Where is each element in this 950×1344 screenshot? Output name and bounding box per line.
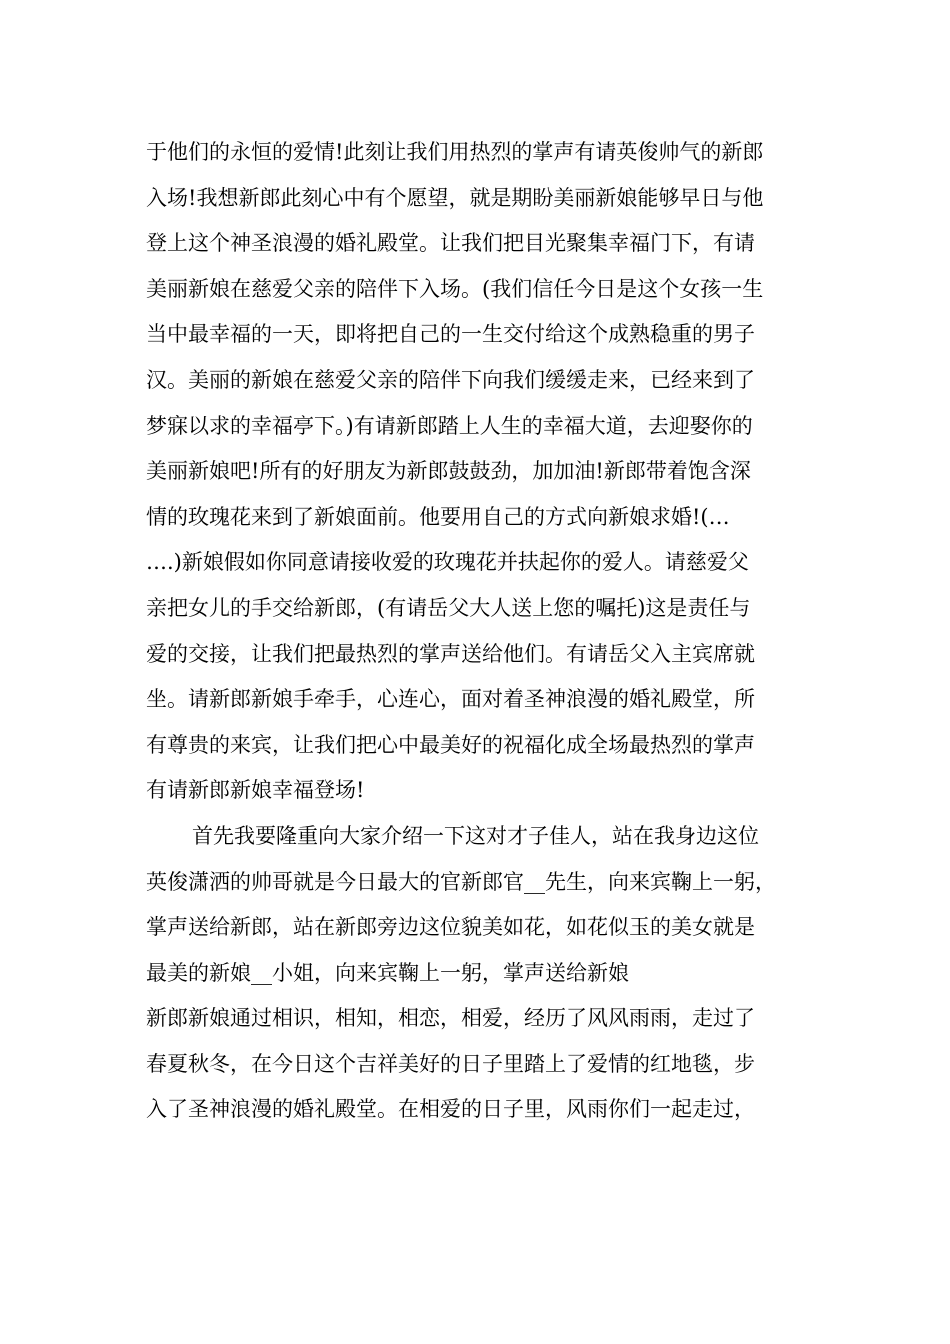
text-line: 汉。美丽的新娘在慈爱父亲的陪伴下向我们缓缓走来，已经来到了 [146,367,755,392]
text-line: 情的玫瑰花来到了新娘面前。他要用自己的方式向新娘求婚!(… [146,504,730,529]
text-line: 梦寐以求的幸福亭下。)有请新郎踏上人生的幸福大道，去迎娶你的 [146,413,753,438]
text-line: 于他们的永恒的爱情!此刻让我们用热烈的掌声有请英俊帅气的新郎 [146,140,764,164]
paragraph-first-line: 首先我要隆重向大家介绍一下这对才子佳人，站在我身边这位 [192,823,759,848]
text-line: 新郎新娘通过相识，相知，相恋，相爱，经历了风风雨雨，走过了 [146,1006,755,1031]
text-line: 入了圣神浪漫的婚礼殿堂。在相爱的日子里，风雨你们一起走过， [146,1097,755,1122]
document-body [146,130,836,1133]
text-line: ….)新娘假如你同意请接收爱的玫瑰花并扶起你的爱人。请慈爱父 [146,550,749,575]
text-line: 美丽新娘在慈爱父亲的陪伴下入场。(我们信任今日是这个女孩一生 [146,276,764,301]
text-line: 坐。请新郎新娘手牵手，心连心，面对着圣神浪漫的婚礼殿堂，所 [146,687,755,712]
text-line: 当中最幸福的一天，即将把自己的一生交付给这个成熟稳重的男子 [146,322,755,347]
text-line: 最美的新娘__小姐，向来宾鞠上一躬，掌声送给新娘 [146,960,629,985]
text-line: 爱的交接，让我们把最热烈的掌声送给他们。有请岳父入主宾席就 [146,641,755,666]
text-line: 英俊潇洒的帅哥就是今日最大的官新郎官__先生，向来宾鞠上一躬， [146,869,776,894]
text-line: 春夏秋冬，在今日这个吉祥美好的日子里踏上了爱情的红地毯，步 [146,1051,755,1076]
text-line: 登上这个神圣浪漫的婚礼殿堂。让我们把目光聚集幸福门下，有请 [146,231,755,256]
text-line: 美丽新娘吧!所有的好朋友为新郎鼓鼓劲，加加油!新郎带着饱含深 [146,459,751,484]
text-line: 亲把女儿的手交给新郎，(有请岳父大人送上您的嘱托)这是责任与 [146,595,751,620]
text-line: 有尊贵的来宾，让我们把心中最美好的祝福化成全场最热烈的掌声 [146,732,755,757]
text-line: 有请新郎新娘幸福登场! [146,778,365,803]
text-line: 掌声送给新郎，站在新郎旁边这位貌美如花，如花似玉的美女就是 [146,915,755,940]
text-line: 入场!我想新郎此刻心中有个愿望，就是期盼美丽新娘能够早日与他 [146,185,764,210]
